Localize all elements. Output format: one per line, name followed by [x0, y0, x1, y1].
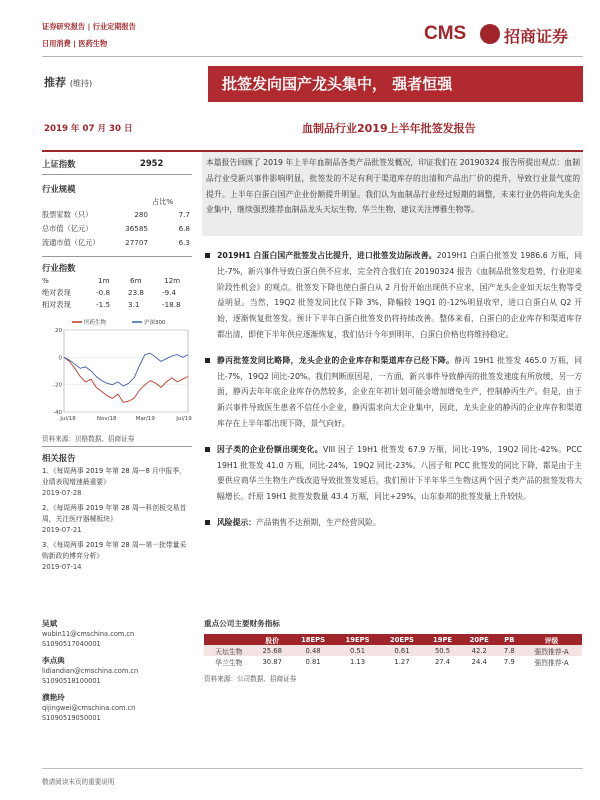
rating-note: (维持)	[69, 79, 93, 88]
rating: 推荐 (维持)	[44, 76, 93, 89]
fin-cell: 7.9	[503, 657, 515, 666]
bullet-item	[204, 442, 582, 505]
fin-cell: 25.68	[254, 645, 291, 656]
related-item	[42, 503, 192, 536]
related-date: 2019-07-14	[42, 563, 82, 571]
scale-row	[42, 238, 192, 252]
fin-header-cell: 18EPS	[291, 634, 335, 645]
fin-cell: 1.27	[394, 657, 410, 666]
sector-tag: 日用消费 | 医药生物	[42, 39, 108, 48]
fin-header-cell: 20PE	[461, 634, 498, 645]
divider	[42, 256, 192, 257]
bullet-body: 2019H1 白蛋白批签发 1986.6 万瓶，同比-7%，新兴事件导致白蛋白供不应求，完全符合我们在 20190324 报告《血制品批签发趋势，行业迎来阶段性机会》的观点。批签发下降也使白蛋白从 2 月份开始出现供不应求，国产龙头企业如天坛生物等受益明显。当然，19Q2 批签发同比仅下降 3%，降幅较 19Q1 的-12%明显收窄，进口白蛋白从 Q2 开始，逐渐恢复批签发。预计下半年白蛋白批签发仍将持续改善。整体来看，白蛋白的企业库存和渠道库存都出清，即使下半年供应逐渐恢复，我们估计今年到明年，白蛋白价格也将维持稳定。	[217, 251, 582, 339]
index-row-label: 相对表现	[42, 300, 71, 309]
x-tick-label: Jul/18	[60, 416, 76, 422]
report-title-banner: 批签发向国产龙头集中， 强者恒强	[208, 66, 583, 102]
fin-header-cell	[204, 634, 254, 645]
industry-scale-table	[42, 210, 192, 252]
series-line-0	[64, 357, 188, 402]
index-value: -1.5	[96, 300, 111, 309]
index-col-header: 6m	[130, 276, 142, 285]
bullet-item	[204, 515, 582, 531]
index-value: -18.8	[162, 300, 181, 309]
bullet-body: 产品销售不达预期，生产经营风险。	[255, 517, 381, 527]
fin-cell: 华兰生物	[215, 658, 243, 667]
logo-cms-text: CMS	[424, 23, 467, 44]
author-list	[42, 618, 192, 729]
author-id: S1090518100001	[42, 677, 101, 685]
fin-cell: 7.8	[498, 645, 522, 656]
related-date: 2019-07-21	[42, 526, 82, 534]
scale-row	[42, 210, 192, 224]
index-box	[42, 158, 192, 170]
scale-row	[42, 224, 192, 238]
x-tick-label: Nov/18	[96, 416, 117, 422]
author-name: 吴斌	[42, 619, 58, 628]
footer-note: 敬请阅读末页的重要说明	[42, 778, 115, 786]
fin-cell: 27.4	[434, 657, 451, 666]
index-value: 23.8	[128, 288, 145, 297]
fin-header-cell: PB	[498, 634, 522, 645]
related-date: 2019-07-28	[42, 489, 82, 497]
y-tick-label: -20	[53, 382, 62, 389]
fin-header-cell: 19EPS	[335, 634, 379, 645]
y-tick-label: 0	[58, 355, 62, 362]
fin-table-title: 重点公司主要财务指标	[204, 619, 280, 628]
author	[42, 655, 192, 686]
bullet-item	[204, 248, 582, 343]
fin-cell: 强烈推荐-A	[534, 658, 569, 667]
industry-index-title: 行业指数	[42, 263, 76, 273]
related-text: 2、《每周两事 2019 年第 28 周—科创板交易首周，关注医疗器械板块》	[42, 504, 187, 523]
bullet-body: VIII 因子 19H1 批签发 67.9 万瓶，同比-19%，19Q2 同比-42%。PCC 19H1 批签发 41.0 万瓶，同比-24%，19Q2 同比-23%。八因子和 PCC 批签发的同比下降，都是由于主要供应商华兰生物生产线改造导致批签发延后，我们预计下半年华兰生物这两个因子类产品的批签发将大幅增长。纤原 19H1 批签发数量 43.4 万瓶，同比+29%，山东泰邦的批签发量上升较快。	[217, 444, 583, 502]
related-list	[42, 466, 192, 577]
author-email: lidiandian@cmschina.com.cn	[42, 667, 139, 675]
fin-table-source: 资料来源：公司数据、招商证券	[204, 675, 297, 683]
author-email: qijingwei@cmschina.com.cn	[42, 704, 136, 712]
fin-cell: 50.5	[424, 645, 461, 656]
index-value: -0.8	[96, 288, 111, 297]
related-item	[42, 466, 192, 499]
fin-row	[204, 656, 582, 667]
author-id: S1090519050001	[42, 714, 101, 722]
y-tick-label: 20	[55, 328, 62, 334]
fin-cell: 42.2	[461, 645, 498, 656]
divider	[42, 446, 192, 447]
fin-cell: 0.81	[305, 657, 321, 666]
bullet-head: 2019H1 白蛋白国产批签发占比提升，进口批签发边际改善。	[217, 251, 437, 260]
author-email: wubin11@cmschina.com.cn	[42, 630, 135, 638]
divider	[42, 174, 192, 175]
index-row	[42, 288, 192, 300]
scale-value: 280	[134, 210, 148, 219]
fin-cell: 天坛生物	[204, 645, 254, 656]
index-header-row	[42, 276, 192, 288]
fin-row	[204, 645, 582, 656]
series-line-1	[64, 353, 188, 386]
x-tick-label: Jul/19	[176, 416, 192, 422]
scale-label: 总市值（亿元）	[42, 224, 93, 233]
y-tick-label: -40	[53, 410, 62, 416]
index-value: -9.4	[162, 288, 177, 297]
author	[42, 692, 192, 723]
logo-name: 招商证券	[504, 27, 569, 46]
index-col-header: 12m	[164, 276, 181, 285]
industry-index-table	[42, 276, 192, 312]
legend-label: 医药生物	[84, 320, 107, 326]
fin-header-cell: 20EPS	[380, 634, 424, 645]
x-tick-label: Mar/19	[135, 416, 155, 422]
fin-header-cell: 19PE	[424, 634, 461, 645]
bullet-head: 静丙批签发同比略降，龙头企业的企业库存和渠道库存已经下降。	[217, 355, 455, 365]
scale-label: 流通市值（亿元）	[42, 238, 100, 247]
bullet-body: 静丙 19H1 批签发 465.0 万瓶，同比-7%，19Q2 同比-20%。我们判断原因是，一方面，新兴事件导致静丙的批签发速度有所放缓，另一方面，静丙去年年底企业库存仍然较多，企业在年初计划可能会增加增免生产，控制静丙生产。但是，由于新兴事件导致医生患者不信任小企业，静丙需求向大企业集中，因此，龙头企业的静丙的企业库存和渠道库存在上半年都出现下降，景气向好。	[217, 355, 583, 428]
bullet-head: 风险提示：	[217, 517, 256, 527]
bullet-item	[204, 353, 582, 432]
index-value: 3.1	[128, 300, 140, 309]
fin-header-cell: 评级	[521, 634, 582, 645]
author	[42, 618, 192, 649]
scale-share: 6.3	[178, 238, 190, 247]
plot-frame	[64, 330, 188, 412]
bullet-icon	[205, 253, 210, 258]
performance-chart-svg	[42, 316, 192, 426]
performance-chart	[42, 316, 192, 426]
footer-line	[42, 768, 583, 769]
index-row-label: 绝对表现	[42, 288, 71, 297]
related-text: 1、《每周两事 2019 年第 28 周—8 月中报季，业绩表现增速最重要》	[42, 467, 186, 486]
header-divider	[42, 56, 583, 57]
industry-scale-title: 行业规模	[42, 184, 76, 194]
bullet-icon	[205, 520, 210, 525]
fin-cell: 24.4	[471, 657, 487, 666]
author-name: 濮艳玲	[42, 693, 65, 702]
bullet-icon	[205, 447, 210, 452]
logo-badge-icon	[480, 24, 500, 44]
chart-source: 资料来源：贝格数据、招商证券	[42, 435, 135, 443]
related-item	[42, 540, 192, 573]
fin-cell: 1.13	[349, 657, 366, 666]
fin-cell: 0.48	[291, 645, 335, 656]
bullet-head: 因子类的企业份额出现变化。	[217, 444, 323, 454]
fin-header-cell: 股价	[254, 634, 291, 645]
index-label: 上证指数	[42, 159, 76, 169]
report-type-tag: 证券研究报告 | 行业定期报告	[42, 22, 136, 31]
index-row	[42, 300, 192, 312]
author-name: 李点典	[42, 656, 65, 665]
report-subtitle: 血制品行业2019上半年批签发报告	[302, 122, 476, 135]
index-col-header: 1m	[98, 276, 110, 285]
cms-logo	[424, 22, 584, 50]
fin-cell: 强烈推荐-A	[521, 645, 582, 656]
legend-label: 沪深300	[144, 320, 166, 326]
fin-cell: 0.61	[380, 645, 424, 656]
fin-cell: 0.51	[335, 645, 379, 656]
summary-text: 本篇报告回顾了 2019 年上半年血制品各类产品批签发概况，印证我们在 20190324 报告所提出观点：血制品行业受新兴事件影响明显，批签发的不足有利于渠道库存的出清和产品出厂价的提升，导致行业景气度的提升。上半年白蛋白国产企业份额提升明显。我们认为血制品行业经过短期的调整，未来行业仍将向龙头企业集中，继续强烈推荐血制品龙头天坛生物、华兰生物，建议关注博雅生物等。	[206, 158, 580, 215]
index-col-header: %	[42, 276, 49, 285]
index-value: 2952	[140, 158, 164, 168]
fin-table-grid	[204, 634, 582, 667]
scale-share: 7.7	[178, 210, 190, 219]
scale-value: 27707	[125, 238, 148, 247]
author-id: S1090517040001	[42, 640, 101, 648]
bullet-list	[204, 248, 582, 541]
report-date: 2019 年 07 月 30 日	[44, 124, 133, 134]
related-title: 相关报告	[42, 453, 76, 463]
fin-cell: 30.87	[262, 657, 282, 666]
scale-unit-col: 占比%	[152, 197, 174, 206]
fin-table	[204, 634, 582, 667]
scale-share: 6.8	[178, 224, 190, 233]
bullet-icon	[205, 358, 210, 363]
scale-label: 股票家数（只）	[42, 210, 93, 219]
scale-value: 36585	[125, 224, 148, 233]
related-text: 3、《每周两事 2019 年第 28 周—第一批带量采购新政的博弈分析》	[42, 541, 187, 560]
